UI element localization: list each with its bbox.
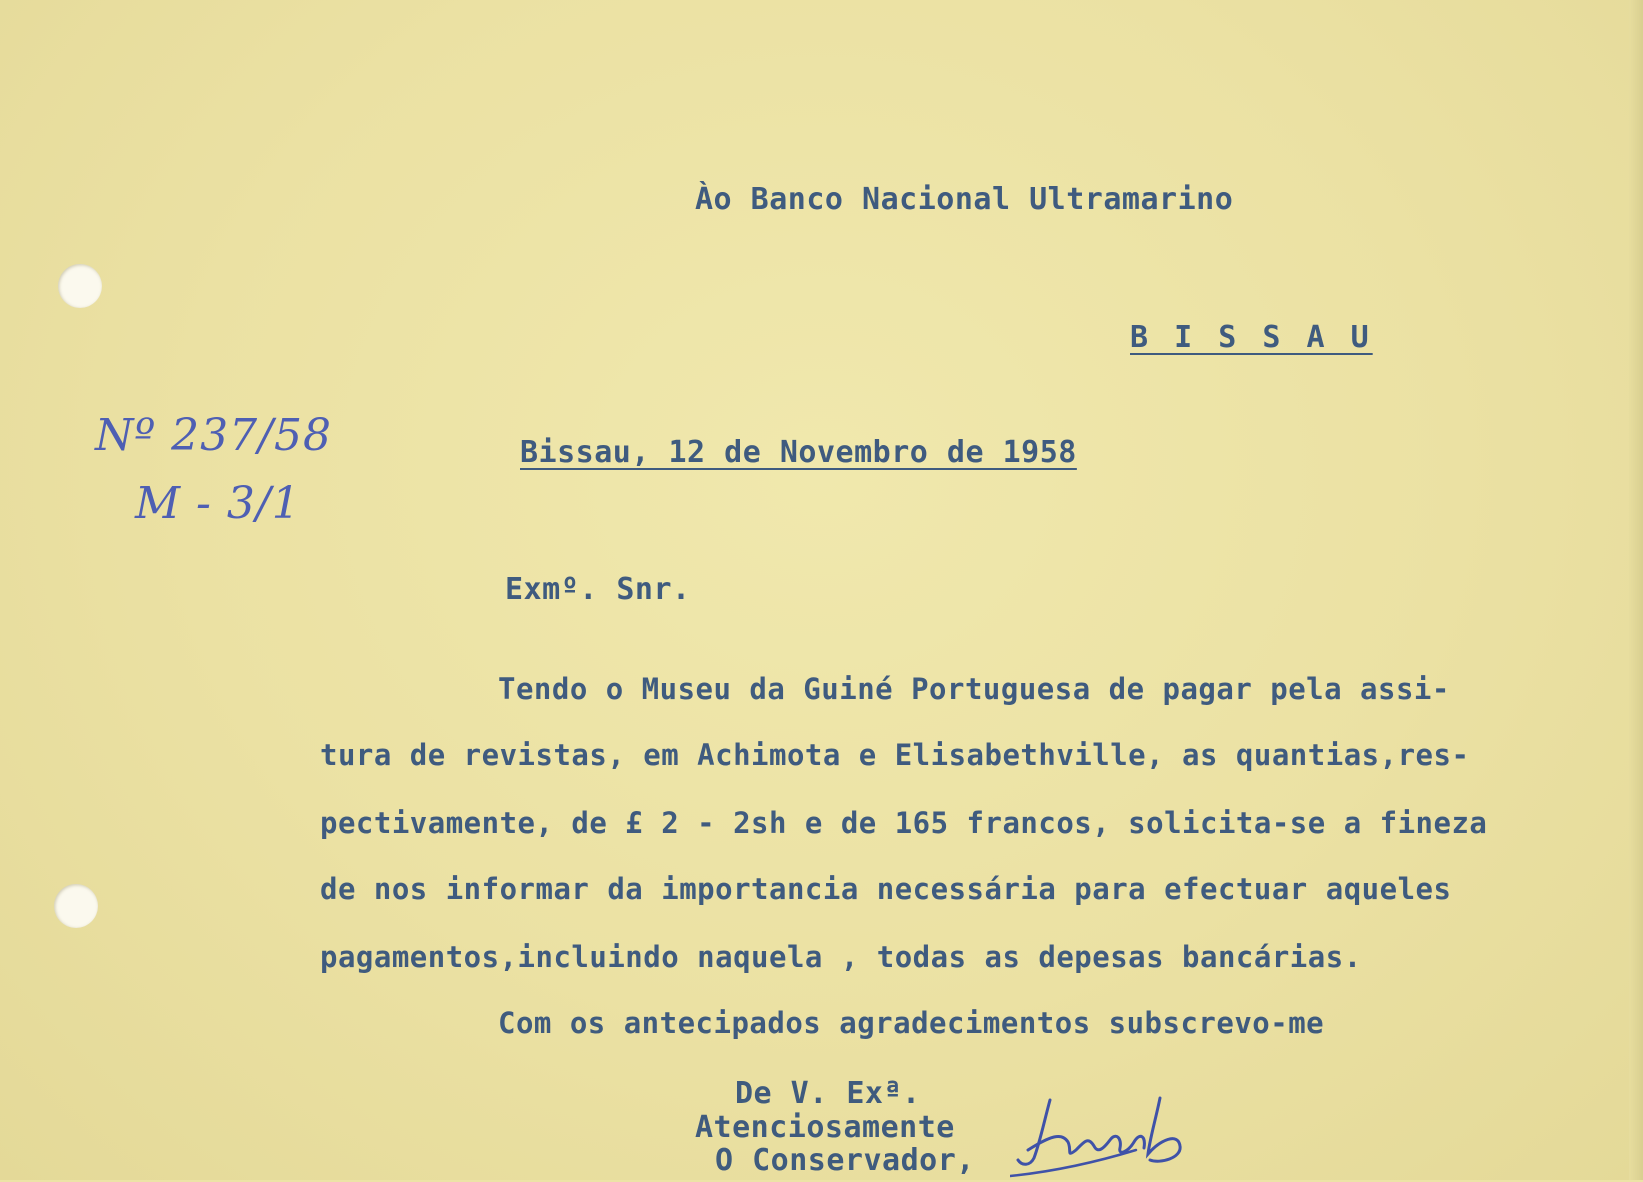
handwritten-reference-number: Nº 237/58 bbox=[95, 410, 332, 461]
addressee-line: Ào Banco Nacional Ultramarino bbox=[695, 182, 1234, 217]
salutation: Exmº. Snr. bbox=[505, 572, 691, 607]
body-line-4: de nos informar da importancia necessária para efectuar aqueles bbox=[320, 872, 1452, 906]
punch-hole-bottom bbox=[54, 884, 98, 928]
city-heading: B I S S A U bbox=[1130, 320, 1373, 355]
handwritten-signature bbox=[1010, 1092, 1220, 1182]
body-line-1: Tendo o Museu da Guiné Portuguesa de pagar pela assi- bbox=[498, 672, 1450, 706]
letter-date: Bissau, 12 de Novembro de 1958 bbox=[520, 435, 1077, 470]
closing-line: Com os antecipados agradecimentos subscrevo-me bbox=[498, 1006, 1325, 1040]
body-line-3: pectivamente, de £ 2 - 2sh e de 165 francos, solicita-se a fineza bbox=[320, 806, 1488, 840]
body-line-5: pagamentos,incluindo naquela , todas as depesas bancárias. bbox=[320, 940, 1362, 974]
punch-hole-top bbox=[58, 264, 102, 308]
body-line-2: tura de revistas, em Achimota e Elisabethville, as quantias,res- bbox=[320, 738, 1470, 772]
paper-edge bbox=[1629, 0, 1643, 1180]
handwritten-file-code: M - 3/1 bbox=[135, 478, 301, 529]
sign-off-line-1: De V. Exª. bbox=[735, 1076, 921, 1111]
sign-off-line-2: Atenciosamente bbox=[695, 1110, 955, 1145]
sign-off-line-3: O Conservador, bbox=[715, 1143, 975, 1178]
